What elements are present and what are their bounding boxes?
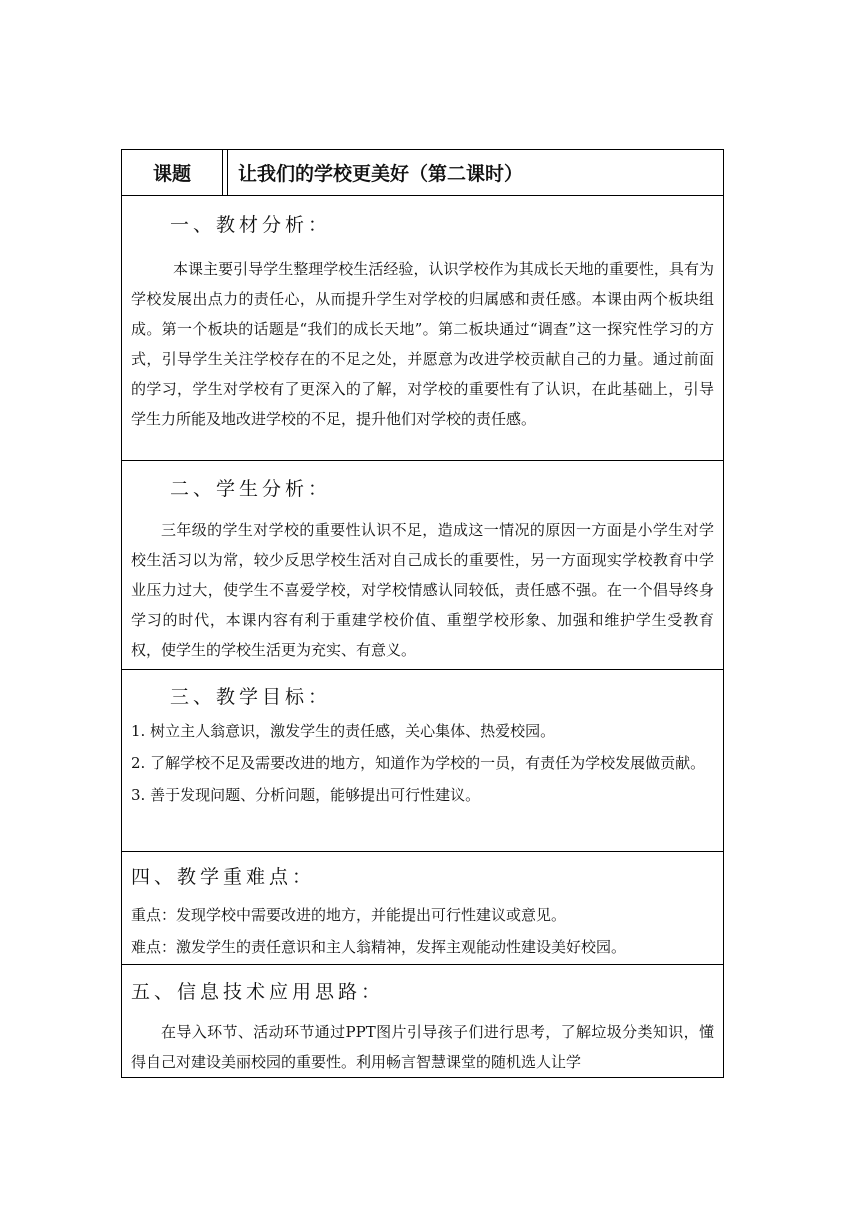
lesson-title: 让我们的学校更美好（第二课时） — [238, 163, 524, 185]
title-row — [122, 150, 723, 196]
section-heading: 五、信息技术应用思路： — [131, 981, 385, 1003]
section-heading: 一、教材分析： — [170, 214, 332, 236]
lesson-plan-table — [121, 149, 724, 1078]
section-textbook-analysis — [122, 196, 723, 461]
difficulty-item: 难点：激发学生的责任意识和主人翁精神，发挥主观能动性建设美好校园。 — [131, 938, 627, 956]
topic-label: 课题 — [122, 150, 223, 195]
section-heading: 三、教学目标： — [170, 686, 332, 708]
section-heading: 四、教学重难点： — [131, 866, 316, 888]
section-body: 本课主要引导学生整理学校生活经验，认识学校作为其成长天地的重要性，具有为学校发展出点力的责任心，从而提升学生对学校的归属感和责任感。本课由两个板块组成。第一个板块的话题是“我们的成长天地”。第二板块通过“调查”这一探究性学习的方式，引导学生关注学校存在的不足之处，并愿意为改进学校贡献自己的力量。通过前面的学习，学生对学校有了更深入的了解，对学校的重要性有了认识，在此基础上，引导学生力所能及地改进学校的不足，提升他们对学校的责任感。 — [131, 260, 714, 428]
key-point-item: 重点：发现学校中需要改进的地方，并能提出可行性建议或意见。 — [131, 906, 567, 924]
section-key-points — [122, 852, 723, 965]
goal-item: 1. 树立主人翁意识，激发学生的责任感，关心集体、热爱校园。 — [131, 722, 556, 740]
section-teaching-goals — [122, 670, 723, 852]
section-student-analysis — [122, 461, 723, 670]
goal-item: 3. 善于发现问题、分析问题，能够提出可行性建议。 — [131, 786, 481, 804]
section-body: 三年级的学生对学校的重要性认识不足，造成这一情况的原因一方面是小学生对学校生活习以为常，较少反思学校生活对自己成长的重要性，另一方面现实学校教育中学业压力过大，使学生不喜爱学校，对学校情感认同较低，责任感不强。在一个倡导终身学习的时代，本课内容有利于重建学校价值、重塑学校形象、加强和维护学生受教育权，使学生的学校生活更为充实、有意义。 — [131, 521, 714, 659]
goal-item: 2. 了解学校不足及需要改进的地方，知道作为学校的一员，有责任为学校发展做贡献。 — [131, 754, 706, 772]
section-heading: 二、学生分析： — [170, 478, 332, 500]
section-body: 在导入环节、活动环节通过PPT图片引导孩子们进行思考，了解垃圾分类知识，懂得自己对建设美丽校园的重要性。利用畅言智慧课堂的随机选人让学 — [131, 1023, 714, 1071]
section-it-application — [122, 965, 723, 1077]
